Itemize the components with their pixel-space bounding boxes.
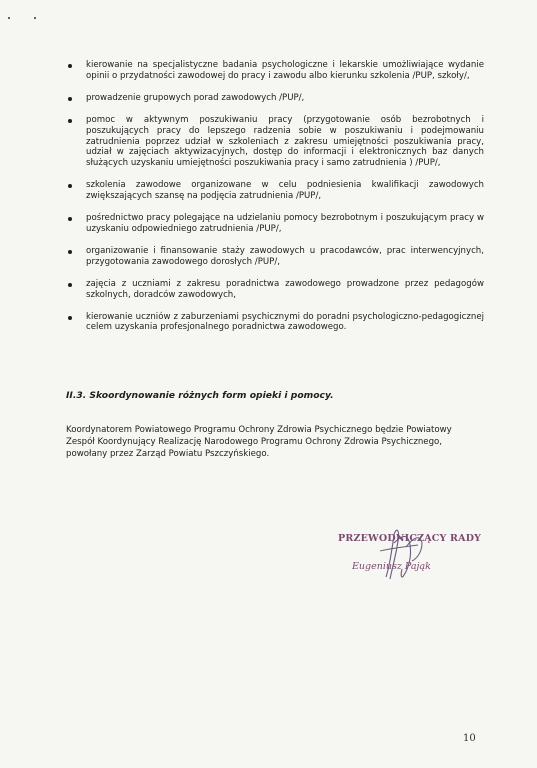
list-item xyxy=(66,180,484,202)
list-item-text: pośrednictwo pracy polegające na udzielaniu pomocy bezrobotnym i poszukującym pracy w uzyskaniu odpowiedniego zatrudnienia /PUP/, xyxy=(86,213,484,234)
page-number: 10 xyxy=(463,733,476,744)
list-item-text: pomoc w aktywnym poszukiwaniu pracy (przygotowanie osób bezrobotnych i poszukujących pracy do lepszego radzenia sobie w poszukiwaniu i podejmowaniu zatrudnienia poprzez udział w szkoleniach z zakresu umiejętności poszukiwania pracy, udział w zajęciach aktywizacyjnych, dostęp do informacji i elektronicznych baz danych służących uzyskaniu umiejętności poszukiwania pracy i samo zatrudnienia ) /PUP/, xyxy=(86,114,484,169)
bullet-icon xyxy=(68,217,72,221)
list-item xyxy=(66,60,484,82)
list-item-text: organizowanie i finansowanie staży zawodowych u pracodawców, prac interwencyjnych, przygotowania zawodowego dorosłych /PUP/, xyxy=(86,245,484,267)
list-item-text: zajęcia z uczniami z zakresu poradnictwa zawodowego prowadzone przez pedagogów szkolnych, doradców zawodowych, xyxy=(86,278,484,300)
list-item xyxy=(66,93,484,104)
bullet-icon xyxy=(68,64,72,68)
list-item-text: kierowanie na specjalistyczne badania psychologiczne i lekarskie umożliwiające wydanie opinii o przydatności zawodowej do pracy i zawodu albo kierunku szkolenia /PUP, szkoły/, xyxy=(86,60,484,81)
scan-speck xyxy=(34,17,36,19)
bullet-icon xyxy=(68,283,72,287)
bullet-list xyxy=(66,60,484,344)
list-item xyxy=(66,246,484,268)
list-item xyxy=(66,115,484,170)
section-heading: II.3. Skoordynowanie różnych form opieki i pomocy. xyxy=(66,390,334,401)
bullet-icon xyxy=(68,184,72,188)
bullet-icon xyxy=(68,250,72,254)
list-item xyxy=(66,279,484,301)
bullet-icon xyxy=(68,316,72,320)
official-stamp xyxy=(330,533,482,593)
stamp-title: PRZEWODNICZĄCY RADY xyxy=(338,533,482,544)
bullet-icon xyxy=(68,97,72,101)
list-item-text: prowadzenie grupowych porad zawodowych /PUP/, xyxy=(86,92,305,103)
list-item-text: szkolenia zawodowe organizowane w celu podniesienia kwalifikacji zawodowych zwiększających szansę na podjęcia zatrudnienia /PUP/, xyxy=(86,180,484,202)
handwritten-signature xyxy=(372,525,432,581)
list-item-text: kierowanie uczniów z zaburzeniami psychicznymi do poradni psychologiczno-pedagogicznej celem uzyskania profesjonalnego poradnictwa zawodowego. xyxy=(86,311,484,333)
list-item xyxy=(66,213,484,235)
body-paragraph: Koordynatorem Powiatowego Programu Ochrony Zdrowia Psychicznego będzie Powiatowy Zespół Koordynujący Realizację Narodowego Programu Ochrony Zdrowia Psychicznego, powołany przez Zarząd Powiatu Pszczyńskiego. xyxy=(66,425,452,459)
bullet-icon xyxy=(68,119,72,123)
list-item xyxy=(66,312,484,334)
stamp-name: Eugeniusz Pająk xyxy=(352,561,431,572)
scan-speck xyxy=(8,17,10,19)
